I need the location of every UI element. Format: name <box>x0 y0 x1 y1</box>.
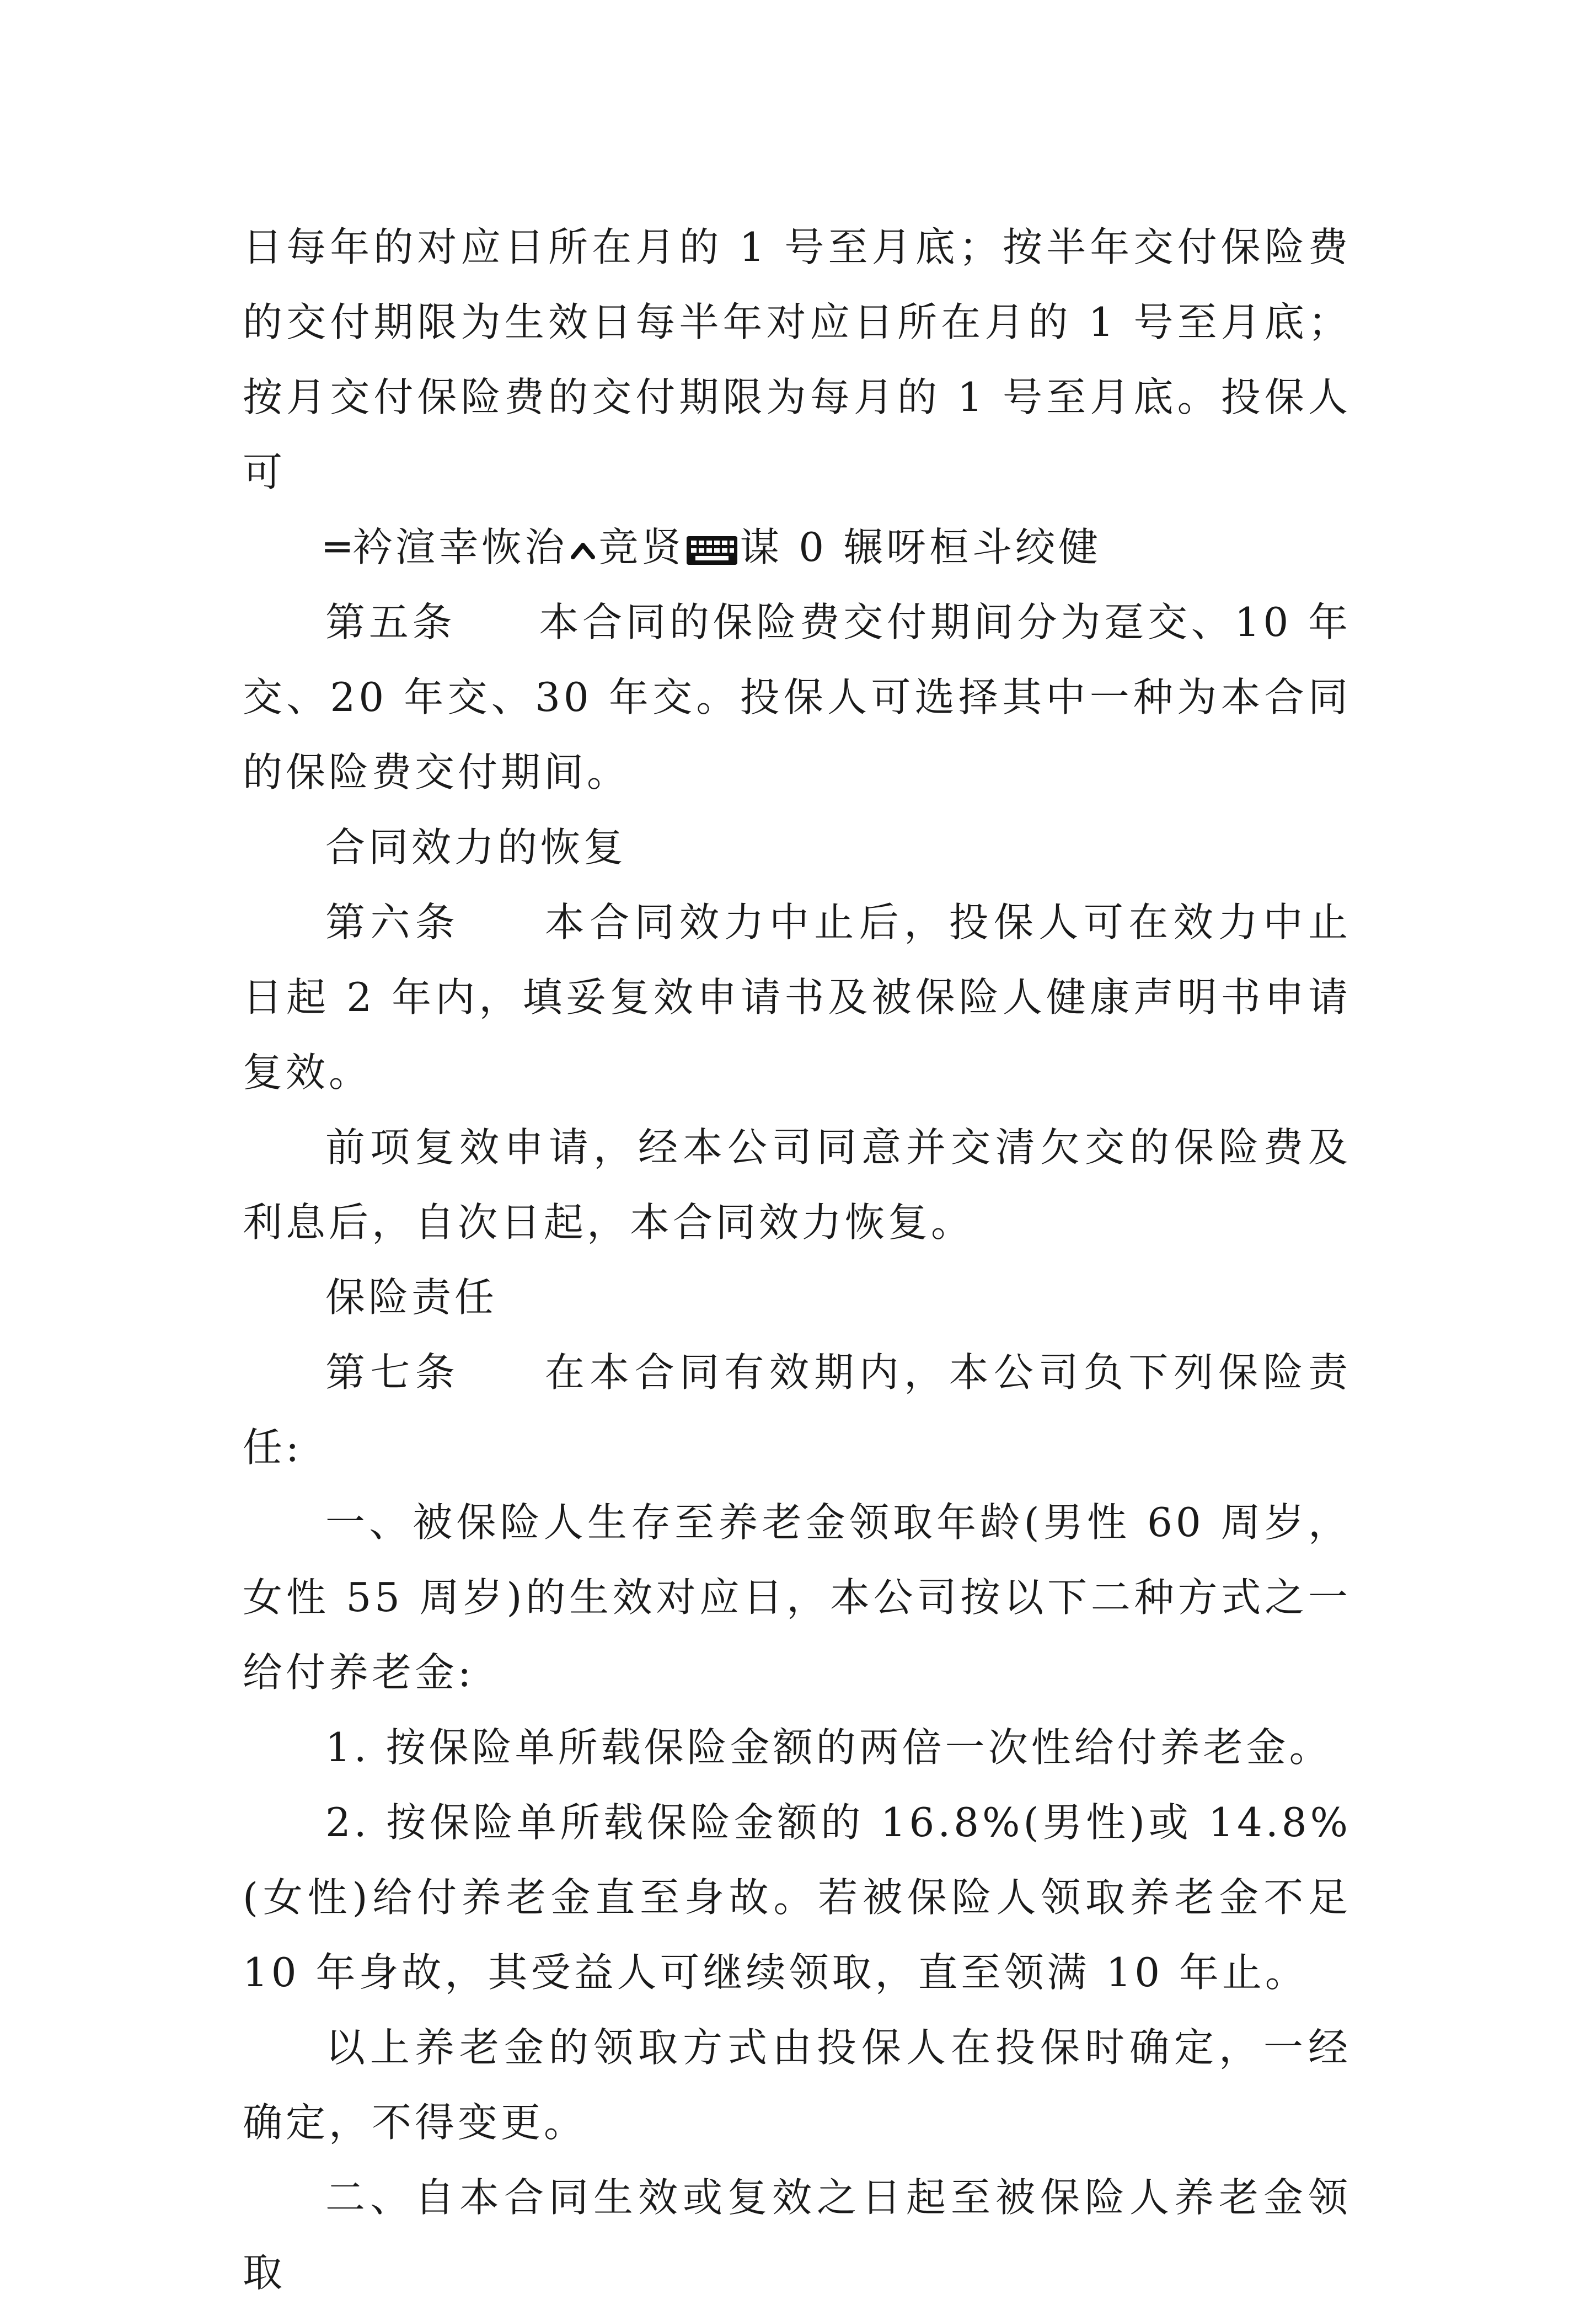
paragraph-clause-1: 一、被保险人生存至养老金领取年龄(男性 60 周岁，女性 55 周岁)的生效对应日，本公司按以下二种方式之一给付养老金: <box>243 1499 1351 1696</box>
garbled-text-part-1: ═衿渲幸恢治 <box>325 524 568 570</box>
keyboard-icon <box>685 534 738 567</box>
garbled-text-line <box>243 510 1351 585</box>
article-6 <box>243 885 1351 1110</box>
article-5 <box>243 585 1351 810</box>
paragraph-clause-2: 二、自本合同生效或复效之日起至被保险人养老金领取 <box>243 2174 1351 2296</box>
paragraph-continuation: 日每年的对应日所在月的 1 号至月底；按半年交付保险费的交付期限为生效日每半年对应日所在月的 1 号至月底；按月交付保险费的交付期限为每月的 1 号至月底。投保人可 <box>243 224 1351 495</box>
section-heading-restoration: 合同效力的恢复 <box>325 824 627 870</box>
paragraph-option-2: 2. 按保险单所载保险金额的 16.8%(男性)或 14.8%(女性)给付养老金直至身故。若被保险人领取养老金不足 10 年身故，其受益人可继续领取，直至领满 10 年止。 <box>243 1799 1367 1996</box>
paragraph-reinstatement: 前项复效申请，经本公司同意并交清欠交的保险费及利息后，自次日起，本合同效力恢复。 <box>243 1124 1351 1245</box>
paragraph-payout-method: 以上养老金的领取方式由投保人在投保时确定，一经确定，不得变更。 <box>243 2024 1351 2146</box>
article-7-label: 第七条 <box>325 1349 460 1395</box>
garbled-text-part-3: 谋 0 辗呀桓斗绞健 <box>740 524 1101 570</box>
article-5-label: 第五条 <box>325 599 456 645</box>
article-7 <box>243 1335 1351 1485</box>
article-7-text: 在本合同有效期内，本公司负下列保险责任: <box>243 1349 1351 1471</box>
section-heading-liability: 保险责任 <box>325 1274 498 1320</box>
article-5-text: 本合同的保险费交付期间分为趸交、10 年交、20 年交、30 年交。投保人可选择其中一种为本合同的保险费交付期间。 <box>243 599 1351 795</box>
article-6-text: 本合同效力中止后，投保人可在效力中止日起 2 年内，填妥复效申请书及被保险人健康声明书申请复效。 <box>243 899 1351 1095</box>
article-6-label: 第六条 <box>325 899 460 945</box>
caret-up-icon <box>571 539 595 562</box>
document-page <box>243 210 1367 2310</box>
garbled-text-part-2: 竞贤 <box>598 524 685 570</box>
paragraph-option-1: 1. 按保险单所载保险金额的两倍一次性给付养老金。 <box>325 1724 1332 1771</box>
